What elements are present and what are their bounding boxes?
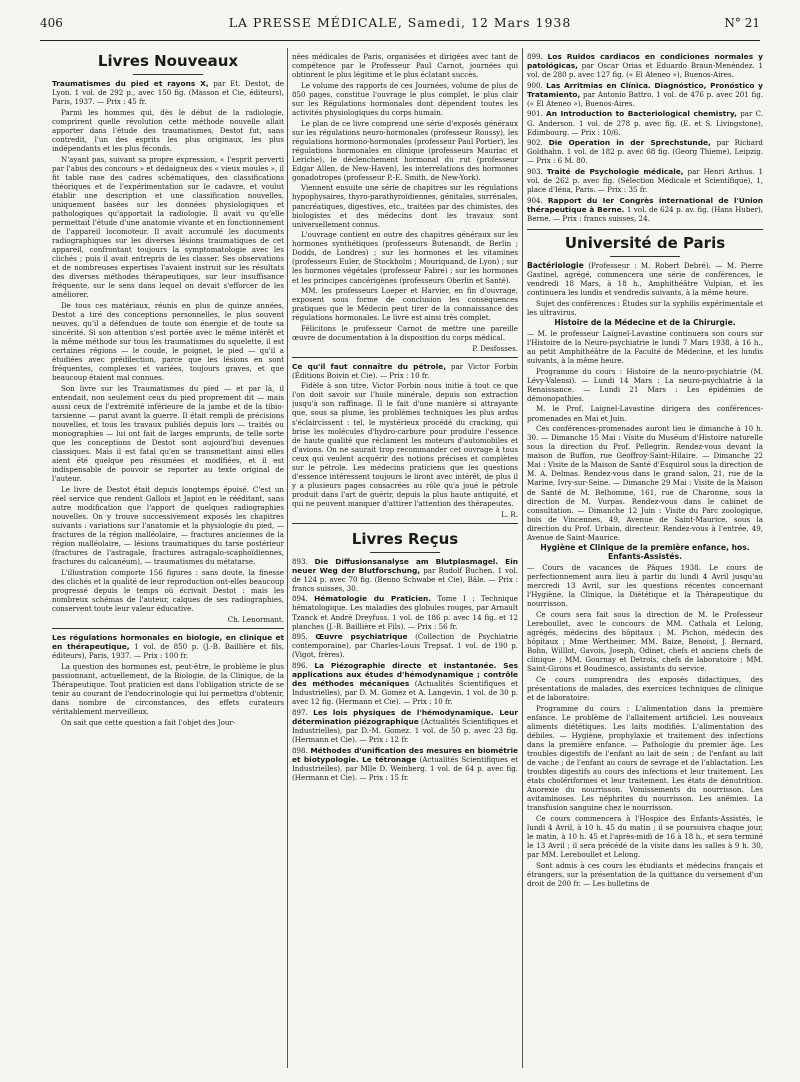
divider [370, 552, 440, 553]
header-rule [40, 40, 760, 41]
review-paragraph: Félicitons le professeur Carnot de mettre une pareille œuvre de documentation à la disposition du corps médical. [292, 323, 518, 342]
review-paragraph: Fidèle à son titre, Victor Forbin nous initie à tout ce que l'on doit savoir sur l'huile minérale, depuis son extraction jusqu'à son raffinage. Il le fait d'une manière si attrayante que, sous sa plume, les problèmes techniques les plus ardus s'éclaircissent : tel, le mystérieux procédé du cracking, qui brise les molécules d'hydro-carbure pour produire l'essence de haute qualité que réclament les moteurs d'automobiles et d'avions. On ne saurait trop recommander cet ouvrage à tous ceux qui veulent acquérir des notions précises et complètes sur le pétrole. Les médecins praticiens que les questions d'essence intéressent toujours le liront avec intérêt, de plus il y a plusieurs pages consacrées au rôle qu'a joué le pétrole produit dans l'art de guérir, depuis la plus haute antiquité, et qui ne peuvent manquer d'attirer l'attention des thérapeutes. [292, 381, 518, 508]
book-reference: par Et. Destot, de Lyon. 1 vol. de 292 p., avec 150 fig. (Masson et Cie, éditeurs), Paris, 1937. — Prix : 45 fr. [52, 79, 284, 107]
course-text: (Professeur : M. Robert Debré). — M. Pierre Gastinel, agrégé, commencera une série de conférences, le vendredi 18 Mars, à 18 h., Amphithéâtre Vulpian, et les continuera les lundis et vendredis suivants, à la même heure. [527, 260, 763, 297]
course-title: Hygiène et Clinique de la première enfance, hos. Enfants-Assistés. [540, 543, 750, 562]
book-reference: (Actualités Scientifiques et Industrielles), par D.-M. Gomez. 1 vol. de 50 p. avec 23 fig. (Hermann et Cie). — Prix : 12 fr. [292, 716, 518, 744]
book-title: Hématologie du Praticien. [314, 594, 432, 604]
course-title: Bactériologie [527, 260, 584, 270]
review-paragraph: nées médicales de Paris, organisées et dirigées avec tant de compétence par le Professeur Paul Carnot, journées qui obtinrent le plus légitime et le plus éclatant succès. [292, 52, 518, 80]
column-right [527, 52, 763, 1067]
received-book-item [292, 594, 518, 630]
divider [52, 628, 284, 629]
book-reference: 1 vol. de 850 p. (J.-B. Baillière et fils, éditeurs), Paris, 1937. — Prix : 100 fr. [52, 641, 284, 661]
received-book-item [527, 109, 763, 136]
book-reference: par Richard Goldhahn. 1 vol. de 182 p. avec 68 fig. (Georg Thieme), Leipzig. — Prix : 6 M. 80. [527, 138, 763, 166]
course-paragraph: Ce cours commencera à l'Hospice des Enfants-Assistés, le lundi 4 Avril, à 10 h. 45 du matin ; il se poursuivra chaque jour, le matin, à 10 h. 45 et l'après-midi de 16 à 18 h., et sera terminé le 13 Avril ; il sera précédé de la visite dans les salles à 9 h. 30, par MM. Lereboullet et Lelong. [527, 813, 763, 859]
course-paragraph: Programme du cours : L'alimentation dans la première enfance. Le problème de l'allaitement artificiel. Les nouveaux aliments diététiques. Les laits modifiés. L'alimentation des débiles. — Hygiène, prophylaxie et traitement des infections dans la première enfance. — Pathologie du premier âge. Les troubles digestifs de l'enfant au lait de sein ; de l'enfant au lait de vache ; de l'enfant au cours de sevrage et de l'ablactation. Les troubles digestifs au cours des infections et leur traitement. Les états cholériformes et leur traitement. Les états de dénutrition. Anorexie du nourrisson. Vomissements du nourrisson. Les avitaminoses. Les néphrites du nourrisson. Les anémies. La transfusion sanguine chez le nourrisson. [527, 703, 763, 813]
item-number: 893. [292, 556, 308, 566]
book-reference: (Actualités Scientifiques et Industrielles), par D. M. Gomez et A. Langevin. 1 vol. de 30 p. avec 12 fig. (Hermann et Cie). — Prix : 10 fr. [292, 679, 518, 707]
book-title: Traumatismes du pied et rayons X, [52, 79, 209, 88]
course-paragraph: — M. le professeur Laignel-Lavastine continuera son cours sur l'Histoire de la Neuro-psychiatrie le lundi 7 Mars 1938, à 16 h., au petit Amphithéâtre de la Faculté de Médecine, et les lundis suivants, à la même heure. [527, 328, 763, 366]
received-book-item [292, 557, 518, 593]
book-reference: par Oscar Orias et Eduardo Braun-Menéndez. 1 vol. de 280 p. avec 127 fig. (« El Ateneo »), Buenos-Aires. [527, 61, 763, 80]
book-reference: par Rudolf Buchen. 1 vol. de 124 p. avec 70 fig. (Benno Schwabe et Cie), Bâle. — Prix : francs suisses, 30. [292, 565, 518, 593]
book-reference: par Henri Arthus. 1 vol. de 262 p. avec fig. (Sélection Médicale et Scientifique), 1, place d'Iéna, Paris. — Prix : 35 fr. [527, 166, 763, 195]
received-book-item [292, 661, 518, 706]
divider [610, 256, 680, 257]
page-number: 406 [40, 16, 63, 30]
column-left [52, 52, 284, 1067]
course-paragraph: — Cours de vacances de Pâques 1938. Le cours de perfectionnement aura lieu à partir du lundi 4 Avril jusqu'au mercredi 13 Avril, sur les questions récentes concernant l'Hygiène, la Clinique, la Diététique et la Thérapeutique du nourrisson. [527, 563, 763, 609]
section-title-livres-nouveaux: Livres Nouveaux [97, 52, 239, 70]
received-book-item [292, 746, 518, 782]
received-book-item [527, 52, 763, 79]
item-number: 897. [292, 707, 308, 717]
course-heading [527, 543, 763, 561]
review-paragraph: Viennent ensuite une série de chapitres sur les régulations hypophysaires, thyro-parathyroïdiennes, génitales, surrénales, pancréatiques, digestives, etc., traitées par des chimistes, des biologistes et des médecins dont les travaux sont universellement connus. [292, 183, 518, 229]
column-divider [522, 48, 523, 1068]
course-paragraph: Sujet des conférences : Études sur la syphilis expérimentale et les ultravirus. [527, 298, 763, 317]
reviewer-signature: Ch. Lenormant. [227, 614, 284, 624]
book-entry [52, 633, 284, 660]
item-number: 896. [292, 660, 308, 670]
book-title: Die Operation in der Sprechstunde, [548, 138, 711, 148]
review-paragraph: La question des hormones est, peut-être, le problème le plus passionnant, actuellement, de la Biologie, de la Clinique, de la Thérapeutique. Tout praticien est dans l'obligation stricte de se tenir au courant de l'endocrinologie qui lui permettra d'obtenir, dans nombre de circonstances, des effets curateurs véritablement merveilleux. [52, 661, 284, 716]
review-paragraph: Le volume des rapports de ces Journées, volume de plus de 850 pages, constitue l'ouvrage le plus complet, le plus clair sur les Régulations hormonales dont dépendent toutes les activités physiologiques du corps humain. [292, 80, 518, 117]
course-paragraph: Ce cours comprendra des exposés didactiques, des présentations de malades, des exercices techniques de clinique et de laboratoire. [527, 674, 763, 702]
book-reference: (Actualités Scientifiques et Industrielles), par Mlle D. Weinberg. 1 vol. de 64 p. avec fig. (Hermann et Cie). — Prix : 15 fr. [292, 754, 518, 782]
course-paragraph: M. le Prof. Laignel-Lavastine dirigera des conférences-promenades en Mai et Juin. [527, 404, 763, 423]
book-title: Les lois physiques de l'hémodynamique. Leur détermination piézographique [292, 707, 518, 726]
divider [292, 523, 518, 524]
reviewer-signature: P. Desfosses. [472, 343, 518, 353]
book-title: Les régulations hormonales en biologie, en clinique et en thérapeutique, [52, 632, 284, 651]
received-book-item [527, 138, 763, 165]
review-paragraph: L'illustration comporte 156 figures : sans doute, la finesse des clichés et la qualité de leur reproduction ont-elles beaucoup progressé depuis le temps où écrivait Destot : mais les nombreux schémas de l'auteur, calques de ses radiographies, conservent toute leur valeur éducative. [52, 568, 284, 614]
divider [527, 229, 763, 230]
course-paragraph: Ces conférences-promenades auront lieu le dimanche à 10 h. 30. — Dimanche 15 Mai : Visite du Muséum d'Histoire naturelle sous la direction du Prof. Pellegrin. Rendez-vous devant la maison de Buffon, rue Geoffroy-Saint-Hilaire. — Dimanche 22 Mai : Visite de la Maison de Santé d'Esquirol sous la direction de M. A. Delmas. Rendez-vous dans le grand salon, 21, rue de la Marine, Ivry-sur-Seine. — Dimanche 29 Mai : Visite de la Maison de Santé de M. Belhomme, 161, rue de Charonne, sous la direction de M. Vurpas. Rendez-vous dans le cabinet de consultation. — Dimanche 12 Juin : Visite du Parc zoologique, bois de Vincennes, 49, Avenue de Saint-Maurice, sous la direction du Prof. Urbain, directeur. Rendez-vous à l'entrée, 49, Avenue de Saint-Maurice. [527, 424, 763, 542]
book-reference: Tome I : Technique hématologique. Les maladies des globules rouges, par Arnault Tzanck et André Dreyfuss. 1 vol. de 186 p. avec 14 fig. et 12 planches (J.-B. Baillière et Fils). — Prix : 56 fr. [292, 594, 518, 631]
reviewer-signature: L. R. [501, 509, 518, 519]
column-middle [292, 52, 518, 1067]
book-title: An Introduction to Bacteriological chemistry, [546, 109, 737, 119]
received-book-item [527, 167, 763, 194]
book-reference: (Collection de Psychiatrie contemporaine), par Charles-Louis Trepsat. 1 vol. de 190 p. (Vigot, frères). [292, 632, 518, 660]
book-title: Œuvre psychiatrique [315, 632, 408, 642]
review-paragraph: N'ayant pas, suivant sa propre expression, « l'esprit perverti par l'abus des concours » et dédaigneux des « vieux moules », il fit table rase des cadres schématiques, des classifications théoriques et de l'expérimentation sur le cadavre, et voulut établir une description et une classification nouvelles, uniquement basées sur les données physiologiques et pathologiques qu'apportait la radiologie. Il avait vu qu'elle permettait l'étude d'une anatomie vivante et en fonctionnement de l'appareil locomoteur. Il avait accumulé les documents radiographiques sur les diverses lésions traumatiques de cet appareil, confrontant toujours la symptomatologie avec les clichés ; puis il avait entrepris de les classer. Ses observations et de nombreuses expertises l'avaient instruit sur les résultats des diverses méthodes thérapeutiques, sur leur insuffisance fréquente, sur le sens dans lequel on devait s'efforcer de les améliorer. [52, 154, 284, 300]
book-title: Los Ruidos cardiacos en condiciones normales y patológicas, [527, 52, 763, 71]
book-reference: 1 vol. de 624 p. av. fig. (Hans Huber), Berne. — Prix : francs suisses, 24. [527, 204, 763, 223]
book-reference: par Victor Forbin (Éditions Boivin et Cie). — Prix : 10 fr. [292, 361, 518, 380]
item-number: 894. [292, 594, 308, 604]
review-paragraph: Son livre sur les Traumatismes du pied — et par là, il entendait, non seulement ceux du pied proprement dit — mais aussi ceux de l'extrémité inférieure de la jambe et de la tibio-tarsienne — parut avant la guerre. Il était rempli de précisions nouvelles, et tous les travaux publiés depuis lors — traités ou monographies — lui ont fait de larges emprunts, de telle sorte que les conceptions de Destot sont aujourd'hui devenues classiques. Mais il est fatal qu'en se transmettant ainsi elles aient été quelque peu résumées et modifiées, et il est indispensable de pouvoir se reporter au texte original de l'auteur. [52, 383, 284, 484]
review-paragraph: MM. les professeurs Loeper et Harvier, en fin d'ouvrage, exposent sous forme de conclusion les conséquences pratiques que le Médecin peut tirer de la connaissance des régulations hormonales. Le livre est ainsi très complet. [292, 286, 518, 323]
issue-number: N° 21 [724, 16, 760, 30]
book-title: Traité de Psychologie médicale, [546, 166, 684, 176]
received-books-list [527, 52, 763, 223]
review-paragraph: Le plan de ce livre comprend une série d'exposés généraux sur les régulations neuro-hormonales (professeur Roussy), les régulations hormono-hormonales (professeur Paul Portier), les régulations hormonales en clinique (professeurs Mauriac et Leriche), le déclenchement hormonal du rut (professeur Edgar Allen, de New-Haven), les interrelations des hormones gonadotropes (professeur P.-E. Smith, de New-York). [292, 118, 518, 182]
review-paragraph: Parmi les hommes qui, dès le début de la radiologie, comprirent quelle révolution cette méthode nouvelle allait apporter dans l'étude des traumatismes, Destot fut, sans contredit, l'un des esprits les plus originaux, les plus indépendants et les plus féconds. [52, 107, 284, 153]
column-divider [287, 48, 288, 1068]
received-book-item [527, 196, 763, 223]
item-number: 898. [292, 745, 308, 755]
book-entry [52, 79, 284, 106]
book-title: Rapport du Ier Congrès international de l'Union thérapeutique à Berne. [527, 195, 763, 214]
book-title: La Piézographie directe et instantanée. Ses applications aux études d'hémodynamique ; contrôle des méthodes mécaniques [292, 660, 518, 689]
item-number: 903. [527, 166, 543, 176]
course-paragraph: Sont admis à ces cours les étudiants et médecins français et étrangers, sur la présentation de la quittance du versement d'un droit de 200 fr. — Les bulletins de [527, 860, 763, 888]
review-paragraph: On sait que cette question a fait l'objet des Jour- [61, 717, 236, 727]
course-heading [527, 318, 763, 327]
journal-title-date: LA PRESSE MÉDICALE, Samedi, 12 Mars 1938 [228, 15, 572, 30]
review-paragraph: De tous ces matériaux, réunis en plus de quinze années, Destot a tiré des conceptions personnelles, le plus souvent neuves, qu'il a défendues de toute son énergie et de toute sa sincérité. Si son attention s'est portée avec le même intérêt et la même méthode sur tous les traumatismes du squelette, il est certaines régions — le coude, le poignet, le pied — qu'il a étudiées avec prédilection, parce que les lésions en sont fréquentes, complexes et variées, toujours graves, et que beaucoup étaient mal connues. [52, 300, 284, 383]
review-paragraph: L'ouvrage contient en outre des chapitres généraux sur les hormones synthétiques (professeurs Butenandt, de Berlin ; Dodds, de Londres) ; sur les hormones et les vitamines (professeurs Euler, de Stockholm ; Mouriquand, de Lyon) ; sur les hormones végétales (professeur Fabre) ; sur les hormones et les principes cancérigènes (professeurs Oberlin et Santé). [292, 230, 518, 285]
book-reference: par C. G. Anderson. 1 vol. de 278 p. avec fig. (E. et S. Livingstone), Edimbourg. — Prix : 10/6. [527, 109, 763, 137]
divider [133, 74, 203, 75]
course-paragraph: Ce cours sera fait sous la direction de M. le Professeur Lereboullet, avec le concours de MM. Cathala et Lelong, agrégés, médecins des hôpitaux ; M. Pichon, médecin des hôpitaux ; Mme Wertheimer, MM. Baize, Benoist, J. Bernard, Bohn, Willlot, Gavois, Joseph, Odinet, chefs et anciens chefs de clinique ; MM. Gournay et Detrois, chefs de laboratoire ; MM. Saint-Girons et Boudinesco, assistants du service. [527, 609, 763, 674]
section-title-universite: Université de Paris [564, 233, 726, 252]
item-number: 901. [527, 109, 543, 119]
received-book-item [527, 81, 763, 108]
item-number: 902. [527, 138, 543, 148]
course-title: Histoire de la Médecine et de la Chirurgie. [554, 318, 736, 328]
received-book-item [292, 632, 518, 659]
book-title: Die Diffusionsanalyse am Blutplasmagel. Ein neuer Weg der Blutforschung, [292, 556, 518, 575]
book-title: Ce qu'il faut connaître du pétrole, [292, 361, 447, 371]
book-title: Méthodes d'unification des mesures en biométrie et biotypologie. Le tétronage [292, 745, 518, 764]
item-number: 900. [527, 80, 543, 90]
item-number: 904. [527, 195, 543, 205]
course-entry [527, 261, 763, 297]
book-title: Las Arritmias en Clínica. Diagnóstico, Pronóstico y Tratamiento, [527, 80, 763, 99]
divider [292, 357, 518, 358]
book-reference: par Antonio Battro. 1 vol. de 476 p. avec 201 fig. (« El Ateneo »), Buenos-Aires. [527, 89, 763, 108]
received-book-item [292, 708, 518, 744]
received-books-list [292, 557, 518, 782]
course-paragraph: Programme du cours : Histoire de la neuro-psychiatrie (M. Lévy-Valensi). — Lundi 14 Mars : La neuro-psychiatrie à la Renaissance. — Lundi 21 Mars : Les épidémies de démonopathies. [527, 366, 763, 403]
item-number: 899. [527, 52, 543, 61]
item-number: 895. [292, 632, 308, 642]
page-header [40, 14, 760, 36]
book-entry [292, 362, 518, 380]
review-paragraph: Le livre de Destot était depuis longtemps épuisé. C'est un réel service que rendent Gallois et Japiot en le rééditant, sans autre modification que l'apport de quelques radiographies nouvelles. On y trouve successivement exposés les chapitres suivants : variations sur l'anatomie et la physiologie du pied, — fractures de la région malléolaire, — fractures anciennes de la région malléolaire, — lésions traumatiques du tarse postérieur (fractures de l'astragale, fractures astragalo-scaphoïdiennes, fractures du calcanéum), — traumatismes du métatarse. [52, 485, 284, 567]
section-title-livres-recus: Livres Reçus [351, 529, 459, 548]
